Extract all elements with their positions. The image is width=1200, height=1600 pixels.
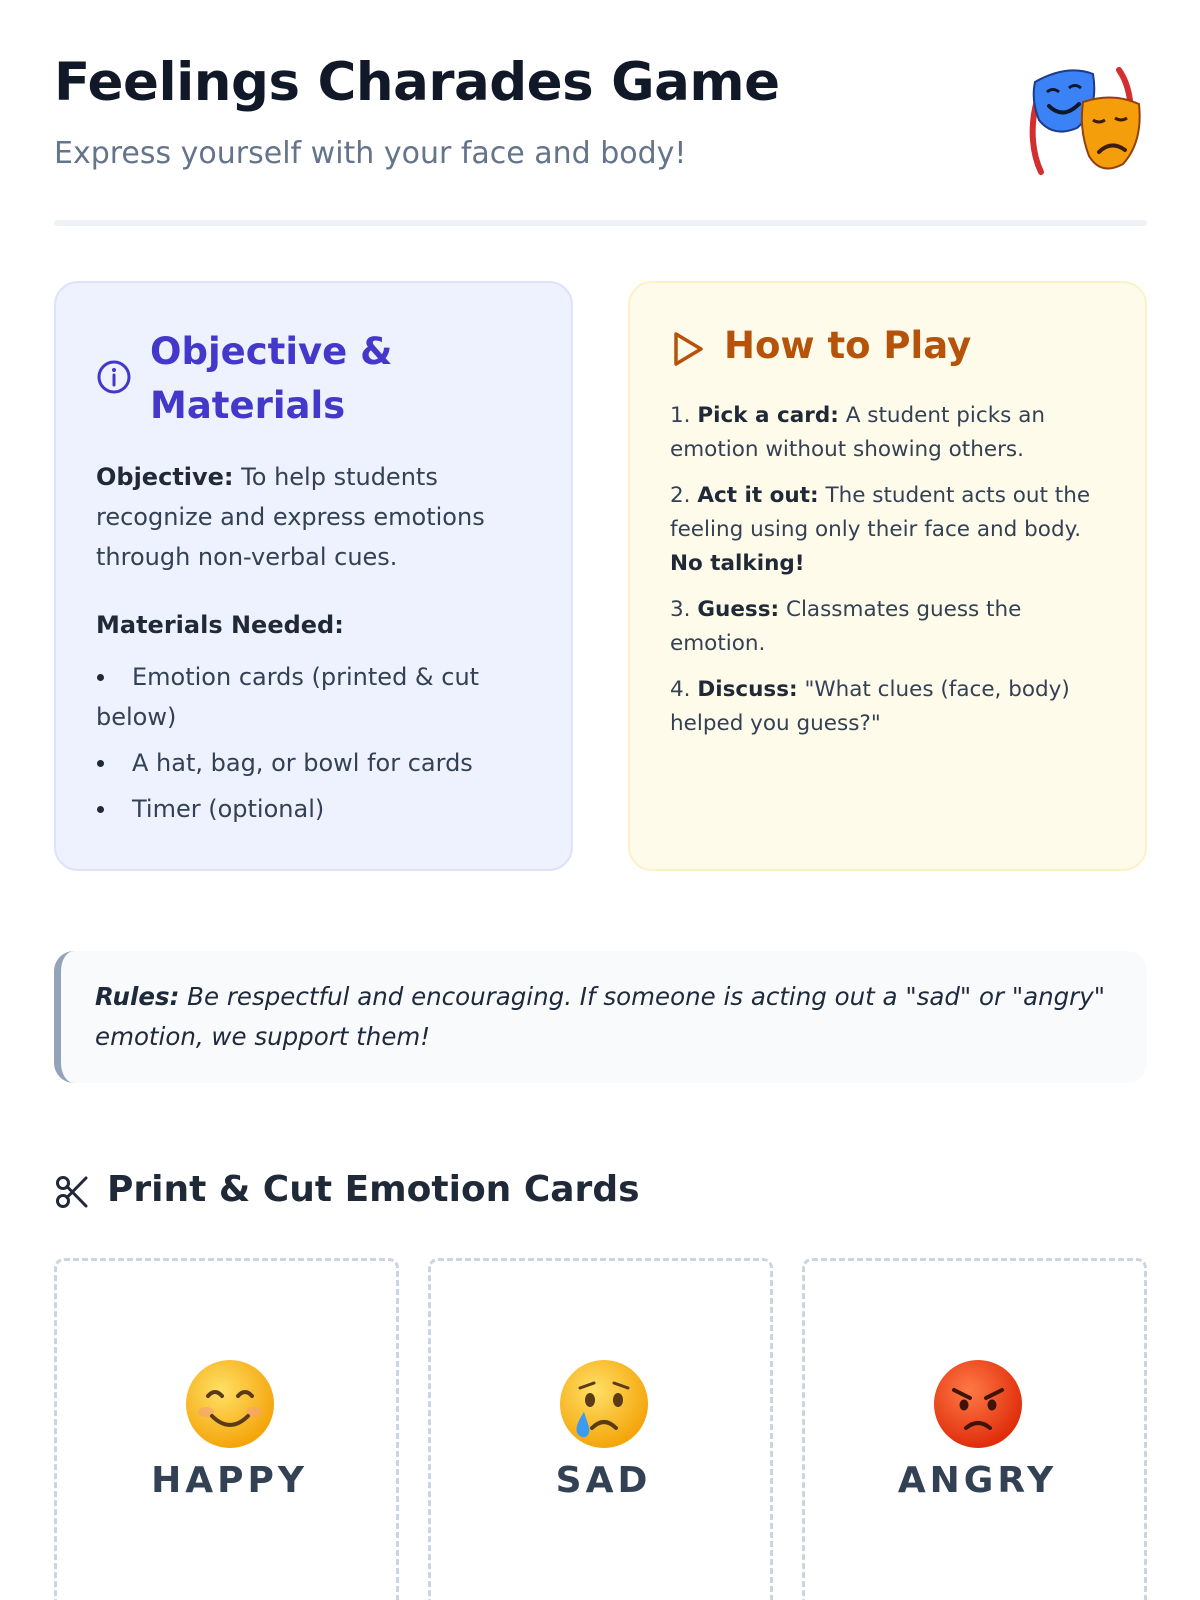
list-item: A hat, bag, or bowl for cards (96, 743, 526, 783)
objective-text (96, 457, 526, 577)
step-item (670, 673, 1110, 741)
play-icon (670, 329, 706, 369)
step-number: 1. (670, 403, 691, 428)
print-section-heading: Print & Cut Emotion Cards (107, 1169, 640, 1210)
step-number: 2. (670, 483, 691, 508)
step-label: Act it out: (697, 483, 819, 508)
emotion-card-angry (802, 1258, 1147, 1600)
theater-masks-icon (1027, 60, 1147, 180)
smiling-face-icon (184, 1358, 276, 1450)
page-subtitle: Express yourself with your face and body! (54, 136, 687, 171)
page-title: Feelings Charades Game (54, 52, 780, 113)
emotion-card-label: HAPPY (151, 1460, 308, 1501)
header-divider (54, 220, 1147, 226)
objective-description: To help students recognize and express emotions through non-verbal cues. (96, 463, 485, 571)
step-label: Guess: (697, 597, 780, 622)
list-item: Emotion cards (printed & cut below) (96, 657, 526, 737)
materials-list (96, 657, 526, 835)
objective-card-heading: Objective & Materials (150, 330, 393, 427)
step-item (670, 479, 1110, 581)
rules-callout (54, 951, 1147, 1083)
step-text: A student picks an emotion without showing others. (670, 403, 1045, 462)
list-item: Timer (optional) (96, 789, 526, 829)
step-item (670, 593, 1110, 661)
step-label: Discuss: (697, 677, 798, 702)
emotion-card-happy (54, 1258, 399, 1600)
step-label: Pick a card: (697, 403, 839, 428)
step-emphasis: No talking! (670, 551, 805, 576)
step-text: "What clues (face, body) helped you guess?" (670, 677, 1070, 736)
emotion-card-sad (428, 1258, 773, 1600)
step-number: 3. (670, 597, 691, 622)
steps-list (670, 399, 1110, 753)
page (54, 0, 1147, 1600)
step-text: The student acts out the feeling using only their face and body. (670, 483, 1091, 542)
how-to-play-card (628, 281, 1147, 871)
rules-label: Rules: (95, 982, 180, 1011)
step-number: 4. (670, 677, 691, 702)
scissors-icon (54, 1174, 90, 1210)
angry-face-icon (932, 1358, 1024, 1450)
step-text: Classmates guess the emotion. (670, 597, 1022, 656)
emotion-card-label: ANGRY (897, 1460, 1058, 1501)
page-header (54, 52, 1147, 227)
crying-face-icon (558, 1358, 650, 1450)
materials-heading: Materials Needed: (96, 611, 344, 639)
step-item (670, 399, 1110, 467)
info-icon (96, 359, 132, 395)
how-to-play-heading: How to Play (724, 324, 972, 367)
emotion-card-label: SAD (555, 1460, 652, 1501)
objective-card (54, 281, 573, 871)
objective-label: Objective: (96, 463, 234, 491)
rules-text: Be respectful and encouraging. If someone is acting out a "sad" or "angry" emotion, we support them! (95, 982, 1106, 1051)
